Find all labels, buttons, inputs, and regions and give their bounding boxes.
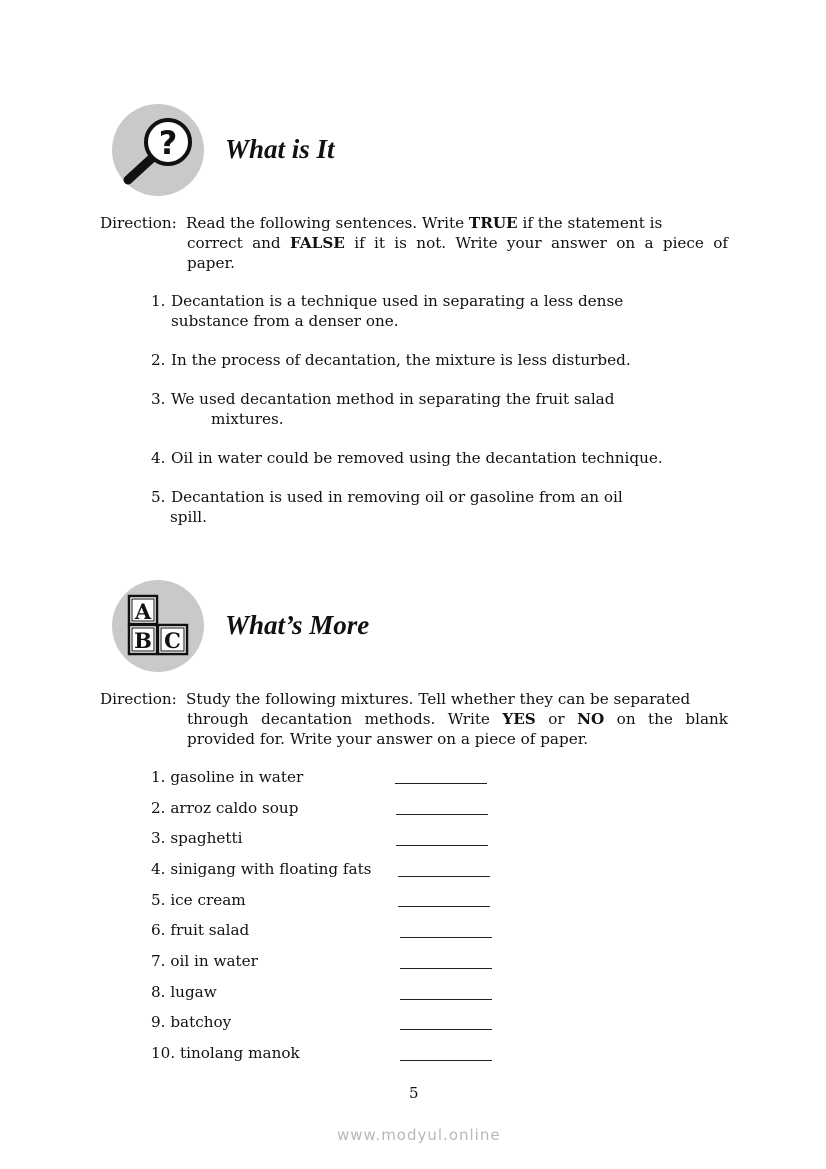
magnifier-question-icon	[118, 112, 198, 188]
direction-label: Direction:	[100, 214, 177, 232]
statement-text: Oil in water could be removed using the decantation technique.	[171, 449, 663, 467]
statement-number: 5.	[151, 488, 166, 506]
answer-blank[interactable]	[400, 968, 492, 969]
statement-number: 3.	[151, 390, 166, 408]
direction-text-line1: Read the following sentences. Write TRUE if the statement is	[186, 214, 663, 232]
direction-text-line2: correct and FALSE if it is not. Write your answer on a piece of	[187, 234, 728, 252]
list-item: 10. tinolang manok	[151, 1044, 300, 1062]
answer-blank[interactable]	[398, 876, 490, 877]
block-letter-a: A	[134, 599, 152, 624]
statement-text: We used decantation method in separating the fruit salad	[171, 390, 615, 408]
answer-blank[interactable]	[398, 906, 490, 907]
answer-blank[interactable]	[400, 1060, 492, 1061]
direction-text-line2: through decantation methods. Write YES or NO on the blank	[187, 710, 728, 728]
answer-blank[interactable]	[396, 845, 488, 846]
section-title-what-is-it: What is It	[225, 134, 335, 164]
list-item: 5. ice cream	[151, 891, 246, 909]
answer-blank[interactable]	[395, 783, 487, 784]
statement-text-cont: substance from a denser one.	[171, 312, 399, 330]
statement-text-cont: mixtures.	[211, 410, 284, 428]
statement-number: 4.	[151, 449, 166, 467]
statement-text: Decantation is used in removing oil or gasoline from an oil	[171, 488, 623, 506]
abc-blocks-icon	[126, 594, 192, 658]
statement-text: In the process of decantation, the mixture is less disturbed.	[171, 351, 631, 369]
list-item: 7. oil in water	[151, 952, 258, 970]
statement-number: 1.	[151, 292, 166, 310]
block-letter-b: B	[134, 628, 152, 653]
section-title-whats-more: What’s More	[225, 610, 370, 640]
list-item: 1. gasoline in water	[151, 768, 304, 786]
page-number: 5	[409, 1084, 419, 1102]
list-item: 8. lugaw	[151, 983, 217, 1001]
answer-blank[interactable]	[400, 999, 492, 1000]
list-item: 6. fruit salad	[151, 921, 250, 939]
list-item: 2. arroz caldo soup	[151, 799, 299, 817]
answer-blank[interactable]	[396, 814, 488, 815]
direction-text-line3: paper.	[187, 254, 235, 272]
list-item: 3. spaghetti	[151, 829, 243, 847]
statement-number: 2.	[151, 351, 166, 369]
answer-blank[interactable]	[400, 1029, 492, 1030]
list-item: 9. batchoy	[151, 1013, 232, 1031]
statement-text: Decantation is a technique used in separating a less dense	[171, 292, 624, 310]
watermark: www.modyul.online	[337, 1126, 501, 1144]
answer-blank[interactable]	[400, 937, 492, 938]
direction-text-line1: Study the following mixtures. Tell whether they can be separated	[186, 690, 691, 708]
direction-label: Direction:	[100, 690, 177, 708]
svg-text:?: ?	[158, 124, 178, 162]
direction-text-line3: provided for. Write your answer on a piece of paper.	[187, 730, 589, 748]
list-item: 4. sinigang with floating fats	[151, 860, 372, 878]
block-letter-c: C	[164, 628, 181, 653]
statement-text-cont: spill.	[170, 508, 207, 526]
